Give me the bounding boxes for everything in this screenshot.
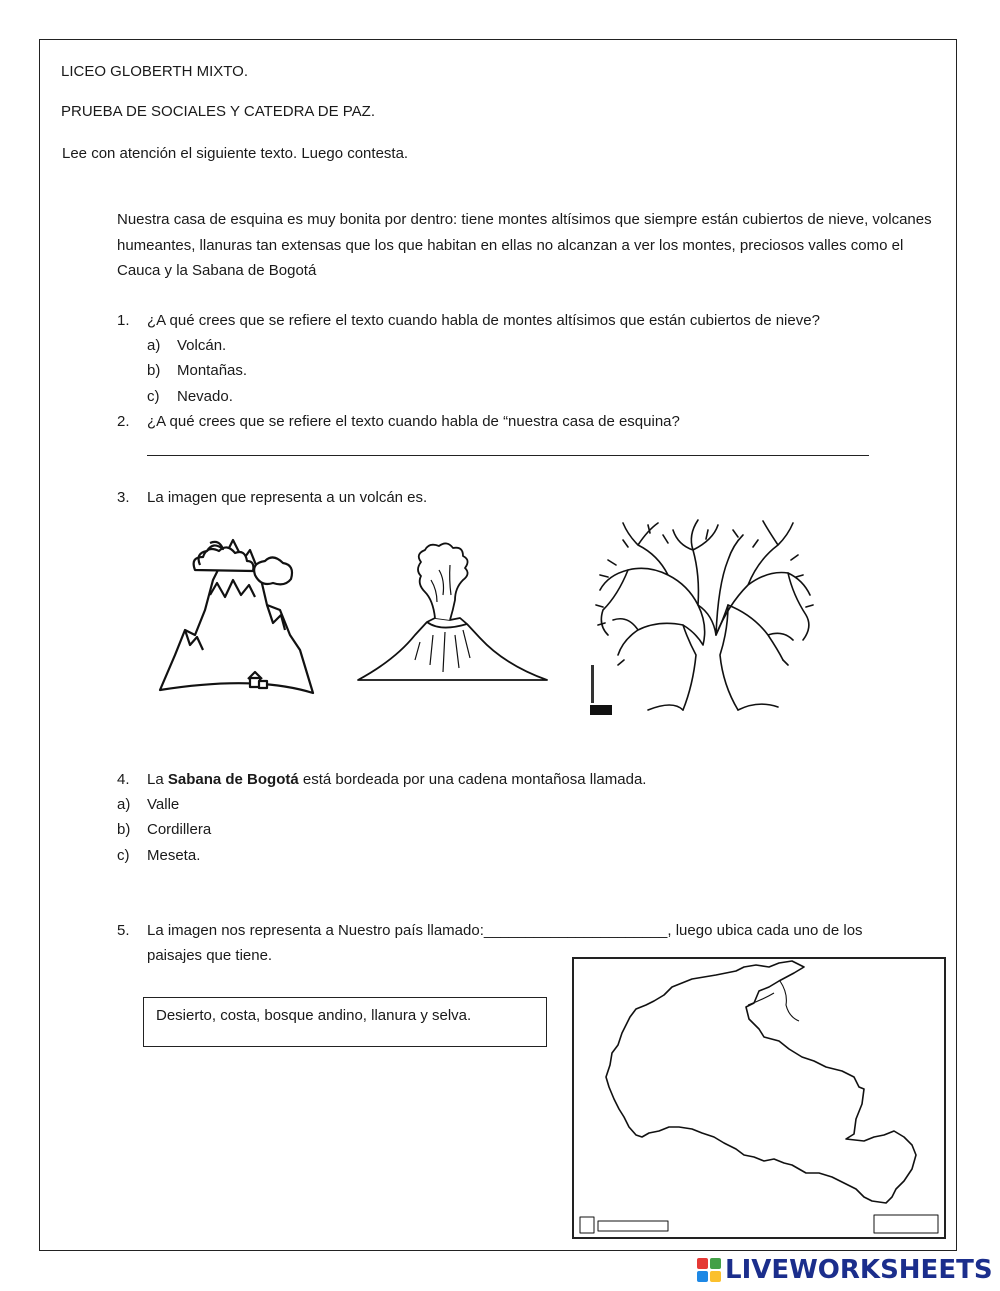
q2-text: ¿A qué crees que se refiere el texto cuando habla de “nuestra casa de esquina? [147, 413, 680, 430]
colombia-map-frame[interactable] [572, 957, 946, 1239]
q1-number: 1. [117, 312, 130, 329]
q5-text-line2: paisajes que tiene. [147, 947, 273, 964]
liveworksheets-logo-icon [697, 1258, 721, 1282]
q1-option-c[interactable]: Nevado. [177, 388, 233, 405]
q4-option-c[interactable]: Meseta. [147, 847, 201, 864]
liveworksheets-wordmark: LIVEWORKSHEETS [725, 1255, 993, 1285]
q4-suffix: está bordeada por una cadena montañosa llamada. [298, 771, 647, 788]
colombia-map-outline [574, 959, 944, 1237]
q4-number: 4. [117, 771, 130, 788]
q5-text-line1: La imagen nos representa a Nuestro país llamado:______________________, luego ubica cada uno de los [147, 922, 863, 939]
q4-option-a-letter: a) [117, 796, 131, 813]
q4-bold-term: Sabana de Bogotá [167, 771, 299, 788]
q1-text: ¿A qué crees que se refiere el texto cuando habla de montes altísimos que están cubiertos de nieve? [147, 312, 820, 329]
q2-answer-line[interactable] [147, 455, 869, 456]
q3-text: La imagen que representa a un volcán es. [147, 489, 428, 506]
q1-option-a[interactable]: Volcán. [177, 337, 227, 354]
q4-option-a[interactable]: Valle [147, 796, 180, 813]
school-name: LICEO GLOBERTH MIXTO. [61, 63, 248, 80]
q4-option-b-letter: b) [117, 821, 131, 838]
q1-option-b[interactable]: Montañas. [177, 362, 248, 379]
q1-option-a-letter: a) [147, 337, 161, 354]
tree-image[interactable] [588, 515, 818, 720]
q2-number: 2. [117, 413, 130, 430]
q4-text [147, 771, 646, 789]
liveworksheets-logo[interactable] [697, 1255, 993, 1285]
q1-option-c-letter: c) [147, 388, 160, 405]
landscape-options-text: Desierto, costa, bosque andino, llanura y selva. [156, 1007, 472, 1024]
snowy-mountain-image[interactable] [155, 535, 320, 700]
q4-option-c-letter: c) [117, 847, 130, 864]
test-title: PRUEBA DE SOCIALES Y CATEDRA DE PAZ. [61, 103, 375, 120]
q3-number: 3. [117, 489, 130, 506]
instruction-text: Lee con atención el siguiente texto. Luego contesta. [62, 145, 409, 162]
volcano-image[interactable] [355, 540, 550, 690]
q4-option-b[interactable]: Cordillera [147, 821, 212, 838]
landscape-options-box [143, 997, 547, 1047]
q1-option-b-letter: b) [147, 362, 161, 379]
q5-number: 5. [117, 922, 130, 939]
q4-prefix: La [147, 771, 168, 788]
reading-passage: Nuestra casa de esquina es muy bonita por dentro: tiene montes altísimos que siempre están cubiertos de nieve, volcanes humeantes, llanuras tan extensas que los que habitan en ellas no alcanzan a ver los montes, preciosos valles como el Cauca y la Sabana de Bogotá [117, 211, 932, 279]
